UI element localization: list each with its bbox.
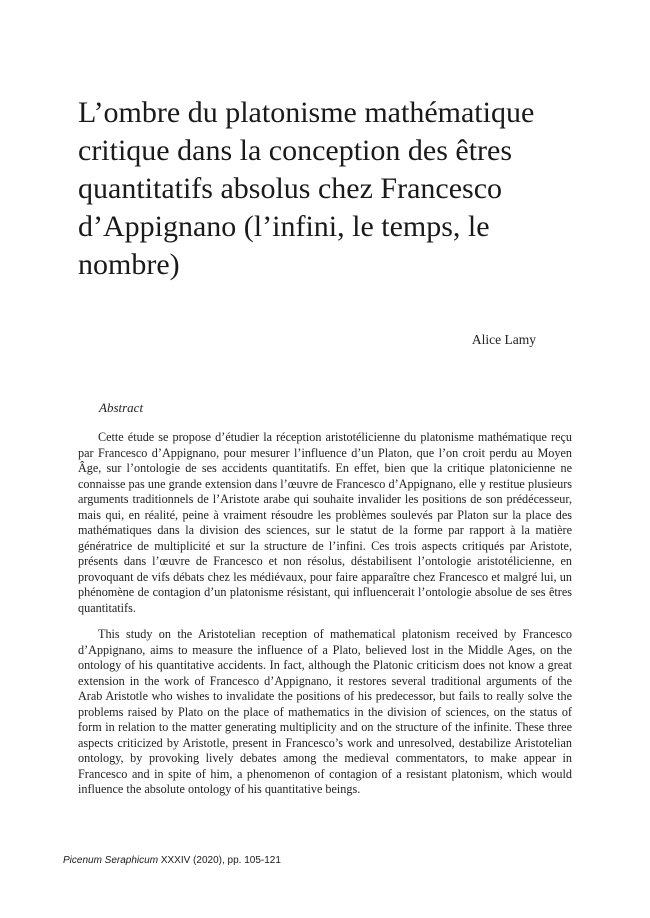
article-title: L’ombre du platonisme mathématique critique dans la conception des êtres quantitatifs absolus chez Francesco d’Appignano (l’infini, le temps, le nombre)	[78, 96, 535, 281]
abstract-french-paragraph: Cette étude se propose d’étudier la réception aristotélicienne du platonisme mathématique reçu par Francesco d’Appignano, pour mesurer l’influence d’un Platon, que l’on croit perdu au Moyen Âge, sur l’ontologie de ses accidents quantitatifs. En effet, bien que la critique platonicienne ne connaisse pas une grande extension dans l’œuvre de Francesco d’Appignano, elle y restitue plusieurs arguments traditionnels de l’Aristote arabe qui souhaite invalider les positions de son prédécesseur, mais qui, en réalité, peine à vraiment résoudre les problèmes soulevés par Platon sur la place des mathématiques dans la division des sciences, sur le statut de la forme par rapport à la matière génératrice de multiplicité et sur la structure de l’infini. Ces trois aspects critiqués par Aristote, présents dans l’œuvre de Francesco et non résolus, déstabilisent l’ontologie aristotélicienne, en provoquant de vifs débats chez les médiévaux, pour faire apparaître chez Francesco et malgré lui, un phénomène de contagion d’un platonisme résistant, qui influencerait l’ontologie absolue de ses êtres quantitatifs.	[78, 430, 572, 616]
journal-name: Picenum Seraphicum	[63, 855, 159, 866]
abstract-english-paragraph: This study on the Aristotelian reception of mathematical platonism received by Francesco d’Appignano, aims to measure the influence of a Plato, believed lost in the Middle Ages, on the ontology of his quantitative accidents. In fact, although the Platonic criticism does not know a great extension in the work of Francesco d’Appignano, it restores several traditional arguments of the Arab Aristotle who wishes to invalidate the positions of his predecessor, but fails to really solve the problems raised by Plato on the place of mathematics in the division of sciences, on the status of form in relation to the matter generating multiplicity and on the structure of the infinite. These three aspects criticized by Aristotle, present in Francesco’s work and unresolved, destabilize Aristotelian ontology, by provoking lively debates among the medieval commentators, to make appear in Francesco and in spite of him, a phenomenon of contagion of a resistant platonism, which would influence the absolute ontology of his quantitative beings.	[78, 627, 572, 797]
author-name: Alice Lamy	[471, 332, 536, 347]
abstract-heading: Abstract	[99, 400, 144, 415]
footer-citation	[63, 855, 281, 866]
volume-pages: XXXIV (2020), pp. 105-121	[158, 855, 281, 866]
